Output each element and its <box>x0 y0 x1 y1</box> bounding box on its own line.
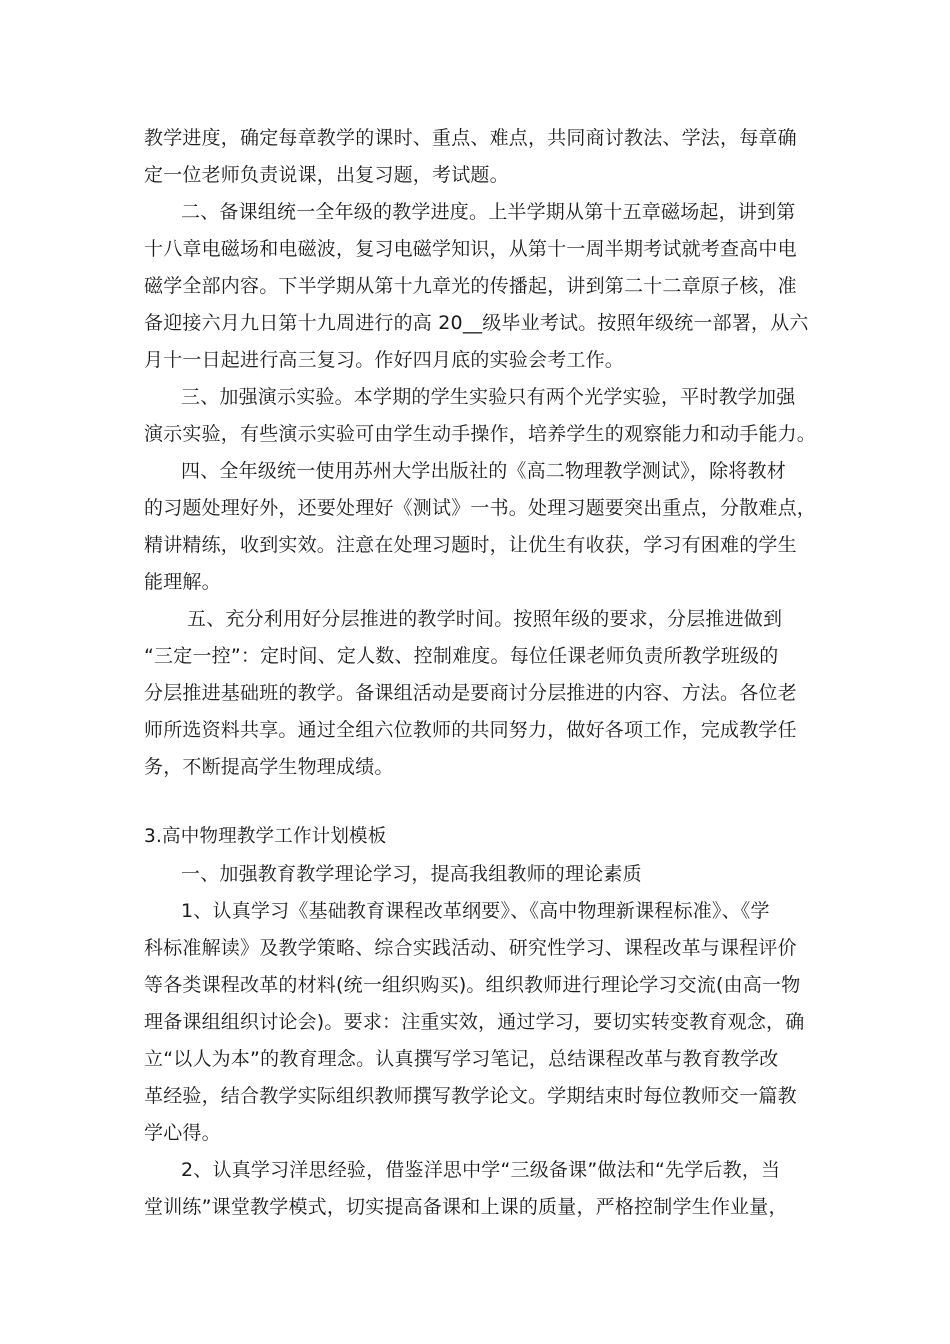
text-line: 能理解。 <box>144 571 221 593</box>
text-line: 十八章电磁场和电磁波，复习电磁学知识，从第十一周半期考试就考查高中电 <box>144 238 797 260</box>
section-heading: 3.高中物理教学工作计划模板 <box>144 826 387 847</box>
paragraph-2-first-line: 二、备课组统一全年级的教学进度。上半学期从第十五章磁场起，讲到第 <box>181 201 796 223</box>
text-line: 科标准解读》及教学策略、综合实践活动、研究性学习、课程改革与课程评价 <box>144 937 797 959</box>
text-line: 教学进度，确定每章教学的课时、重点、难点，共同商讨教法、学法，每章确 <box>144 127 797 149</box>
text-line: 演示实验，有些演示实验可由学生动手操作，培养学生的观察能力和动手能力。 <box>144 423 817 445</box>
text-line: 等各类课程改革的材料(统一组织购买)。组织教师进行理论学习交流(由高一物 <box>144 974 801 996</box>
text-line: 备迎接六月九日第十九周进行的高 20__级毕业考试。按照年级统一部署，从六 <box>144 312 809 334</box>
text-line: “三定一控”：定时间、定人数、控制难度。每位任课老师负责所教学班级的 <box>144 645 779 667</box>
text-line: 分层推进基础班的教学。备课组活动是要商讨分层推进的内容、方法。各位老 <box>144 682 797 704</box>
subsection-heading: 一、加强教育教学理论学习，提高我组教师的理论素质 <box>181 863 642 885</box>
text-line: 革经验，结合教学实际组织教师撰写教学论文。学期结束时每位教师交一篇教 <box>144 1085 797 1107</box>
paragraph-5-first-line: 五、充分利用好分层推进的教学时间。按照年级的要求，分层推进做到 <box>187 608 783 630</box>
text-line: 磁学全部内容。下半学期从第十九章光的传播起，讲到第二十二章原子核，准 <box>144 275 797 297</box>
text-line: 精讲精练，收到实效。注意在处理习题时，让优生有收获，学习有困难的学生 <box>144 534 797 556</box>
text-line: 的习题处理好外，还要处理好《测试》一书。处理习题要突出重点，分散难点， <box>144 497 817 519</box>
text-line: 堂训练”课堂教学模式，切实提高备课和上课的质量，严格控制学生作业量， <box>144 1196 788 1218</box>
text-line: 务，不断提高学生物理成绩。 <box>144 756 394 778</box>
paragraph-1-first-line: 1、认真学习《基础教育课程改革纲要》、《高中物理新课程标准》、《学 <box>181 900 770 922</box>
text-line: 立“以人为本”的教育理念。认真撰写学习笔记，总结课程改革与教育教学改 <box>144 1048 779 1070</box>
paragraph-3-first-line: 三、加强演示实验。本学期的学生实验只有两个光学实验，平时教学加强 <box>181 386 796 408</box>
text-line: 月十一日起进行高三复习。作好四月底的实验会考工作。 <box>144 349 625 371</box>
text-line: 理备课组组织讨论会)。要求：注重实效，通过学习，要切实转变教育观念，确 <box>144 1011 805 1033</box>
text-line: 定一位老师负责说课，出复习题，考试题。 <box>144 164 509 186</box>
paragraph-2b-first-line: 2、认真学习洋思经验，借鉴洋思中学“三级备课”做法和“先学后教，当 <box>181 1159 781 1181</box>
paragraph-4-first-line: 四、全年级统一使用苏州大学出版社的《高二物理教学测试》，除将教材 <box>181 460 786 482</box>
text-line: 学心得。 <box>144 1122 221 1144</box>
text-line: 师所选资料共享。通过全组六位教师的共同努力，做好各项工作，完成教学任 <box>144 719 797 741</box>
